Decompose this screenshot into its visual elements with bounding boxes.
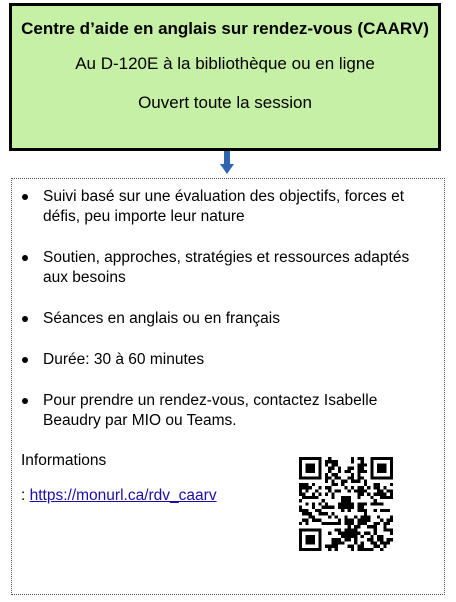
appointment-link[interactable]: https://monurl.ca/rdv_caarv bbox=[29, 487, 217, 504]
qr-code-icon bbox=[299, 457, 393, 551]
header-box bbox=[9, 3, 441, 151]
bullet-dot bbox=[22, 398, 28, 404]
bullet-item bbox=[12, 391, 432, 431]
info-link-row bbox=[21, 487, 217, 505]
bullet-dot bbox=[22, 255, 28, 261]
bullet-item bbox=[12, 309, 432, 329]
header-title: Centre d’aide en anglais sur rendez-vous (CAARV) bbox=[21, 19, 429, 38]
informations-label: Informations bbox=[21, 452, 107, 469]
header-hours: Ouvert toute la session bbox=[138, 93, 312, 112]
bullet-text: Pour prendre un rendez-vous, contactez Isabelle Beaudry par MIO ou Teams. bbox=[43, 392, 378, 429]
info-box bbox=[11, 178, 445, 595]
arrow-down-icon bbox=[220, 151, 234, 175]
bullet-dot bbox=[22, 357, 28, 363]
link-prefix: : bbox=[21, 487, 30, 504]
bullet-dot bbox=[22, 316, 28, 322]
bullet-dot bbox=[22, 194, 28, 200]
bullet-item bbox=[12, 187, 432, 227]
header-location: Au D-120E à la bibliothèque ou en ligne bbox=[75, 54, 375, 73]
bullet-text: Séances en anglais ou en français bbox=[43, 310, 280, 327]
bullet-item bbox=[12, 350, 432, 370]
bullet-text: Suivi basé sur une évaluation des objectifs, forces et défis, peu importe leur nature bbox=[43, 188, 405, 225]
bullet-list bbox=[12, 187, 432, 452]
bullet-text: Durée: 30 à 60 minutes bbox=[43, 351, 205, 368]
bullet-item bbox=[12, 248, 432, 288]
bullet-text: Soutien, approches, stratégies et ressources adaptés aux besoins bbox=[43, 249, 410, 286]
